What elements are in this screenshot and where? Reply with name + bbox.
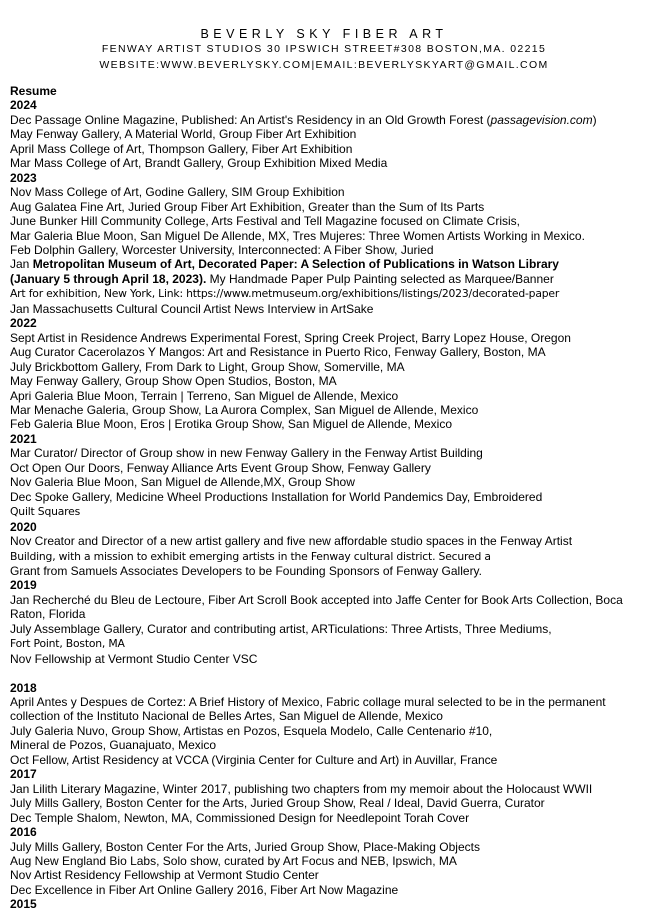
text-segment: Mar Menache Galeria, Group Show, La Aurora Complex, San Miguel de Allende, Mexico (10, 402, 479, 417)
resume-line (10, 854, 646, 868)
text-segment: Building, with a mission to exhibit emerging artists in the Fenway cultural district. Secured a (10, 549, 491, 563)
year-heading (10, 520, 646, 534)
resume-line (10, 738, 646, 752)
resume-line (10, 709, 646, 723)
resume-line (10, 883, 646, 897)
text-segment: passagevision.com (490, 112, 593, 127)
text-segment: Metropolitan Museum of Art, Decorated Paper: A Selection of Publications in Watson Library (32, 257, 559, 272)
text-segment: Feb Galeria Blue Moon, Eros | Erotika Group Show, San Miguel de Allende, Mexico (10, 417, 453, 432)
resume-line (10, 345, 646, 359)
resume-line (10, 636, 646, 651)
text-segment: Quilt Squares (10, 505, 81, 519)
year-heading (10, 316, 646, 330)
artist-name: BEVERLY SKY FIBER ART (200, 27, 448, 41)
year-heading (10, 432, 646, 446)
text-segment: 2017 (10, 767, 37, 782)
year-heading (10, 825, 646, 839)
text-segment: Jan Massachusetts Cultural Council Artist News Interview in ArtSake (10, 301, 374, 316)
resume-line (10, 243, 646, 257)
studio-address: FENWAY ARTIST STUDIOS 30 IPSWICH STREET#308 BOSTON,MA. 02215 (101, 43, 547, 55)
text-segment: Jan Recherché du Bleu de Lectoure, Fiber Art Scroll Book accepted into Jaffe Center for Book Arts Collection, Boca (10, 592, 623, 607)
resume-line (10, 302, 646, 316)
text-segment: Dec Excellence in Fiber Art Online Gallery 2016, Fiber Art Now Magazine (10, 882, 399, 897)
resume-line (10, 229, 646, 243)
text-segment: Nov Creator and Director of a new artist gallery and five new affordable studio spaces in the Fenway Artist (10, 534, 573, 549)
text-segment: collection of the Instituto Nacional de Belles Artes, San Miguel de Allende, Mexico (10, 709, 443, 724)
resume-line (10, 695, 646, 709)
text-segment: Resume (10, 84, 57, 98)
resume-line (10, 549, 646, 564)
resume-line (10, 156, 646, 170)
text-segment: Art for exhibition, New York, Link: https://www.metmuseum.org/exhibitions/listings/2023/decorated-paper (10, 287, 560, 301)
resume-line (10, 593, 646, 607)
blank-line (10, 666, 646, 680)
resume-header (0, 0, 648, 73)
year-heading (10, 98, 646, 112)
text-segment: 2019 (10, 578, 37, 593)
website-email-line: WEBSITE:WWW.BEVERLYSKY.COM|EMAIL:BEVERLYSKYART@GMAIL.COM (99, 58, 549, 71)
resume-line (10, 374, 646, 388)
text-segment: Nov Galeria Blue Moon, San Miguel de Allende,MX, Group Show (10, 475, 355, 490)
text-segment: Dec Spoke Gallery, Medicine Wheel Productions Installation for World Pandemics Day, Embroidered (10, 489, 543, 504)
text-segment: Nov Mass College of Art, Godine Gallery, SIM Group Exhibition (10, 185, 345, 200)
text-segment: Nov Fellowship at Vermont Studio Center VSC (10, 651, 258, 666)
text-segment: Feb Dolphin Gallery, Worcester University, Interconnected: A Fiber Show, Juried (10, 242, 434, 257)
text-segment: 2024 (10, 98, 37, 113)
resume-line (10, 214, 646, 228)
text-segment: Grant from Samuels Associates Developers to be Founding Sponsors of Fenway Gallery. (10, 563, 483, 578)
text-segment: 2023 (10, 170, 37, 185)
resume-line (10, 461, 646, 475)
resume-line (10, 286, 646, 301)
resume-line (10, 652, 646, 666)
text-segment: Aug Galatea Fine Art, Juried Group Fiber Art Exhibition, Greater than the Sum of Its Parts (10, 199, 485, 214)
resume-line (10, 840, 646, 854)
resume-line (10, 490, 646, 504)
text-segment: Jan Lilith Literary Magazine, Winter 2017, publishing two chapters from my memoir about the Holocaust WWII (10, 781, 593, 796)
resume-line (10, 868, 646, 882)
resume-line (10, 622, 646, 636)
text-segment: Mineral de Pozos, Guanajuato, Mexico (10, 738, 217, 753)
text-segment: Aug New England Bio Labs, Solo show, curated by Art Focus and NEB, Ipswich, MA (10, 854, 457, 869)
text-segment: Mar Curator/ Director of Group show in new Fenway Gallery in the Fenway Artist Building (10, 446, 483, 461)
text-segment: July Mills Gallery, Boston Center For the Arts, Juried Group Show, Place-Making Objects (10, 839, 480, 854)
year-heading (10, 578, 646, 592)
resume-line (10, 724, 646, 738)
year-heading (10, 171, 646, 185)
resume-line (10, 127, 646, 141)
text-segment: My Handmade Paper Pulp Painting selected as Marquee/Banner (209, 271, 554, 286)
text-segment: Mar Mass College of Art, Brandt Gallery, Group Exhibition Mixed Media (10, 156, 388, 171)
document-title (10, 84, 646, 98)
text-segment: 2021 (10, 431, 37, 446)
resume-line (10, 782, 646, 796)
text-segment: April Mass College of Art, Thompson Gallery, Fiber Art Exhibition (10, 141, 353, 156)
text-segment: Fort Point, Boston, MA (10, 637, 125, 651)
text-segment: Dec Temple Shalom, Newton, MA, Commissioned Design for Needlepoint Torah Cover (10, 810, 470, 825)
resume-line (10, 389, 646, 403)
resume-line (10, 796, 646, 810)
resume-body (0, 73, 648, 909)
text-segment: May Fenway Gallery, Group Show Open Studios, Boston, MA (10, 374, 337, 389)
resume-line (10, 564, 646, 578)
text-segment: July Mills Gallery, Boston Center for the Arts, Juried Group Show, Real / Ideal, David Guerra, Curator (10, 796, 545, 811)
resume-line (10, 331, 646, 345)
text-segment: Oct Fellow, Artist Residency at VCCA (Virginia Center for Culture and Art) in Auvillar, France (10, 752, 498, 767)
resume-line (10, 272, 646, 286)
text-segment: Oct Open Our Doors, Fenway Alliance Arts Event Group Show, Fenway Gallery (10, 460, 431, 475)
text-segment: 2018 (10, 680, 37, 695)
resume-line (10, 607, 646, 621)
text-segment: (January 5 through April 18, 2023). (10, 271, 210, 286)
resume-line (10, 446, 646, 460)
year-heading (10, 681, 646, 695)
resume-line (10, 417, 646, 431)
text-segment: 2015 (10, 897, 37, 909)
resume-line (10, 185, 646, 199)
year-heading (10, 897, 646, 909)
text-segment: Sept Artist in Residence Andrews Experimental Forest, Spring Creek Project, Barry Lopez House, Oregon (10, 330, 571, 345)
text-segment: May Fenway Gallery, A Material World, Group Fiber Art Exhibition (10, 127, 357, 142)
text-segment: Apri Galeria Blue Moon, Terrain | Terreno, San Miguel de Allende, Mexico (10, 388, 399, 403)
resume-line (10, 504, 646, 519)
resume-line (10, 142, 646, 156)
text-segment: Mar Galeria Blue Moon, San Miguel De Allende, MX, Tres Mujeres: Three Women Artists Working in Mexico. (10, 228, 585, 243)
text-segment: Nov Artist Residency Fellowship at Vermont Studio Center (10, 868, 319, 883)
text-segment: 2022 (10, 316, 37, 331)
resume-line (10, 403, 646, 417)
year-heading (10, 767, 646, 781)
text-segment: April Antes y Despues de Cortez: A Brief History of Mexico, Fabric collage mural selected to be in the permanent (10, 695, 606, 710)
resume-line (10, 360, 646, 374)
text-segment: Raton, Florida (10, 607, 86, 622)
text-segment: June Bunker Hill Community College, Arts Festival and Tell Magazine focused on Climate Crisis, (10, 214, 520, 229)
resume-line (10, 113, 646, 127)
text-segment: Dec Passage Online Magazine, Published: An Artist's Residency in an Old Growth Forest ( (10, 112, 491, 127)
text-segment: July Galeria Nuvo, Group Show, Artistas en Pozos, Esquela Modelo, Calle Centenario #10, (10, 723, 493, 738)
text-segment: 2016 (10, 825, 37, 840)
resume-line (10, 475, 646, 489)
text-segment: Aug Curator Cacerolazos Y Mangos: Art and Resistance in Puerto Rico, Fenway Gallery, Boston, MA (10, 345, 546, 360)
resume-line (10, 753, 646, 767)
resume-line (10, 534, 646, 548)
text-segment: 2020 (10, 519, 37, 534)
resume-line (10, 811, 646, 825)
text-segment: July Brickbottom Gallery, From Dark to Light, Group Show, Somerville, MA (10, 359, 405, 374)
resume-line (10, 200, 646, 214)
text-segment: Jan (10, 257, 33, 272)
resume-line (10, 257, 646, 271)
text-segment: July Assemblage Gallery, Curator and contributing artist, ARTiculations: Three Artists, Three Mediums, (10, 621, 552, 636)
text-segment: ) (592, 112, 597, 127)
